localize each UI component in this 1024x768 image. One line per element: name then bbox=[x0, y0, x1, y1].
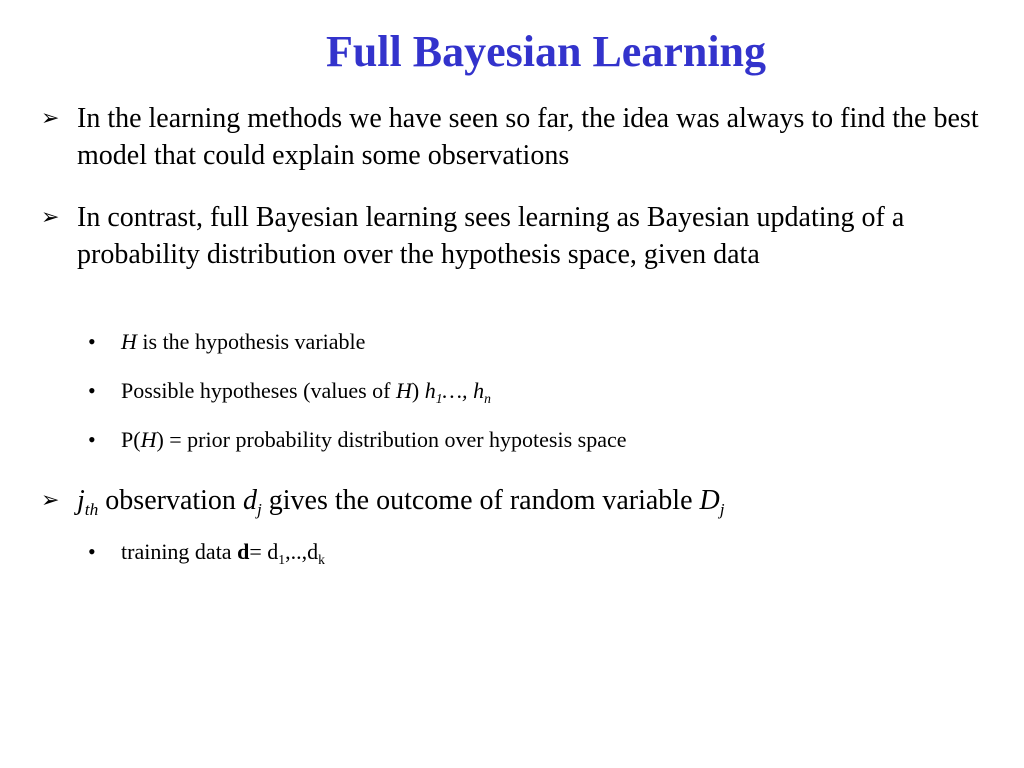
dot-bullet-icon: • bbox=[88, 378, 96, 403]
slide-title: Full Bayesian Learning bbox=[325, 27, 767, 76]
dot-bullet-icon: • bbox=[88, 427, 96, 452]
text-segment: training data bbox=[121, 539, 238, 564]
bullet-2-text: In contrast, full Bayesian learning sees learning as Bayesian updating of a probability distribution over the hypothesis space, given data bbox=[77, 202, 905, 270]
math-d: d bbox=[242, 485, 257, 516]
sub-bullet-prior-distribution bbox=[88, 426, 968, 454]
text-segment: ) = prior probability distribution over hypotesis space bbox=[156, 427, 627, 452]
math-subscript: j bbox=[719, 500, 725, 520]
text-segment: gives the outcome of random variable bbox=[261, 485, 700, 516]
bullet-3-text bbox=[77, 482, 981, 519]
math-h: h bbox=[473, 378, 485, 403]
sub-bullet-hypothesis-variable bbox=[88, 328, 968, 356]
math-var-H: H bbox=[121, 329, 137, 354]
math-h: h bbox=[424, 378, 436, 403]
bullet-1-text: In the learning methods we have seen so far, the idea was always to find the best model that could explain some observations bbox=[77, 103, 979, 171]
math-bold-d: d bbox=[237, 539, 250, 564]
text-segment: Possible hypotheses (values of bbox=[121, 378, 396, 403]
text-segment: ,..,d bbox=[285, 539, 319, 564]
sub-bullet-text bbox=[121, 426, 968, 454]
text-segment: ) bbox=[411, 378, 425, 403]
arrow-bullet-icon: ➢ bbox=[41, 106, 60, 131]
sub-bullet-possible-hypotheses bbox=[88, 377, 968, 405]
bullet-3 bbox=[41, 482, 981, 519]
math-subscript: n bbox=[484, 390, 491, 406]
bullet-2 bbox=[41, 199, 981, 273]
math-subscript: k bbox=[318, 551, 325, 567]
math-ellipsis: …, bbox=[442, 378, 474, 403]
bullet-1 bbox=[41, 100, 981, 174]
math-h1 bbox=[424, 378, 491, 406]
math-var-H: H bbox=[140, 427, 157, 452]
arrow-bullet-icon: ➢ bbox=[41, 205, 60, 230]
math-subscript: th bbox=[84, 500, 99, 520]
dot-bullet-icon: • bbox=[88, 539, 96, 564]
arrow-bullet-icon: ➢ bbox=[41, 488, 60, 513]
text-segment: observation bbox=[98, 485, 243, 516]
text-segment: P( bbox=[121, 427, 141, 452]
sub-bullet-training-data bbox=[88, 538, 968, 566]
sub-bullet-text bbox=[121, 377, 968, 405]
sub-bullet-text-rest: is the hypothesis variable bbox=[136, 329, 366, 354]
dot-bullet-icon: • bbox=[88, 329, 96, 354]
math-subscript: j bbox=[256, 500, 262, 520]
math-subscript: 1 bbox=[278, 551, 286, 567]
sub-bullet-text bbox=[121, 538, 968, 566]
math-var-H: H bbox=[395, 378, 412, 403]
math-subscript: 1 bbox=[435, 390, 443, 406]
text-segment: = d bbox=[249, 539, 279, 564]
math-D: D bbox=[699, 485, 720, 516]
math-j: j bbox=[77, 485, 85, 516]
sub-bullet-text bbox=[121, 328, 968, 356]
